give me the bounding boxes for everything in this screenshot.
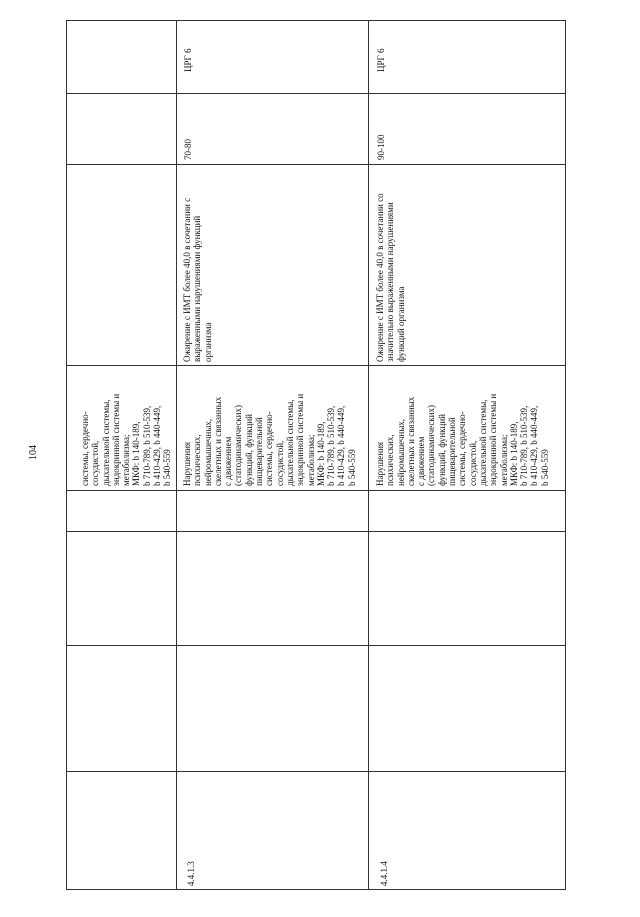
text-line: b 410-429, b 440-449, bbox=[529, 405, 540, 486]
table-border-top bbox=[66, 20, 566, 21]
text-line: b 540-559 bbox=[346, 449, 357, 486]
text-line: с движением bbox=[416, 436, 427, 486]
text-line: нейромышечных, bbox=[395, 418, 406, 486]
percent-cell: 90-100 bbox=[376, 134, 386, 160]
text-line: b 540-559 bbox=[162, 449, 173, 486]
page-number: 104 bbox=[28, 445, 39, 460]
text-line: МКФ: b 140-189, bbox=[131, 421, 142, 486]
classification-table bbox=[66, 20, 566, 890]
column-divider bbox=[66, 531, 566, 532]
text-line: (статодинамических) bbox=[426, 405, 437, 486]
continuation-impairment-cell bbox=[80, 366, 173, 486]
text-line: Ожирение с ИМТ более 40,0 в сочетании с bbox=[182, 197, 192, 362]
text-line: пищеварительной bbox=[254, 417, 265, 486]
text-line: психических, bbox=[192, 434, 203, 486]
text-line: сосудистой, bbox=[90, 440, 101, 486]
text-line: нейромышечных, bbox=[202, 418, 213, 486]
text-line: функций, функций bbox=[243, 414, 254, 486]
text-line: метаболизма; bbox=[305, 434, 316, 486]
text-line: b 410-429, b 440-449, bbox=[152, 405, 163, 486]
description-cell bbox=[182, 166, 213, 362]
row-number: 4.4.1.3 bbox=[186, 861, 196, 886]
text-line: эндокринной системы и bbox=[488, 393, 499, 486]
column-divider bbox=[66, 93, 566, 94]
text-line: значительно выраженными нарушениями bbox=[385, 202, 396, 362]
text-line: организма bbox=[202, 322, 213, 362]
category-cell: ЦРГ 6 bbox=[183, 48, 193, 72]
text-line: метаболизма; bbox=[121, 434, 132, 486]
text-line: b 710-789, b 510-539, bbox=[326, 405, 337, 486]
text-line: b 410-429, b 440-449, bbox=[336, 405, 347, 486]
text-line: b 710-789, b 510-539, bbox=[519, 405, 530, 486]
row-number: 4.4.1.4 bbox=[379, 861, 389, 886]
text-line: сосудистой, bbox=[274, 440, 285, 486]
text-line: дыхательной системы, bbox=[284, 399, 295, 486]
text-line: метаболизма; bbox=[498, 434, 509, 486]
text-line: b 710-789, b 510-539, bbox=[141, 405, 152, 486]
text-line: психических, bbox=[385, 434, 396, 486]
impairment-cell bbox=[182, 366, 357, 486]
text-line: системы, сердечно- bbox=[457, 411, 468, 486]
column-divider bbox=[66, 490, 566, 491]
text-line: эндокринной системы и bbox=[295, 393, 306, 486]
text-line: Ожирение с ИМТ более 40,0 в сочетании со bbox=[375, 193, 385, 362]
text-line: функций организма bbox=[395, 286, 406, 362]
table-border-bottom bbox=[66, 889, 566, 890]
text-line: скелетных и связанных bbox=[405, 396, 416, 486]
table-border-right bbox=[565, 20, 566, 890]
text-line: дыхательной системы, bbox=[477, 399, 488, 486]
text-line: Нарушения bbox=[375, 441, 385, 486]
percent-cell: 70-80 bbox=[183, 139, 193, 160]
text-line: МКФ: b 140-189, bbox=[315, 421, 326, 486]
text-line: пищеварительной bbox=[447, 417, 458, 486]
row-divider bbox=[176, 20, 177, 890]
row-divider bbox=[368, 20, 369, 890]
text-line: скелетных и связанных bbox=[212, 396, 223, 486]
text-line: b 540-559 bbox=[539, 449, 550, 486]
impairment-cell bbox=[375, 366, 550, 486]
column-divider bbox=[66, 645, 566, 646]
text-line: системы, сердечно- bbox=[264, 411, 275, 486]
text-line: с движением bbox=[223, 436, 234, 486]
text-line: выраженными нарушениями функций bbox=[192, 215, 203, 362]
text-line: системы, сердечно- bbox=[80, 411, 90, 486]
column-divider bbox=[66, 771, 566, 772]
category-cell: ЦРГ 6 bbox=[376, 48, 386, 72]
text-line: дыхательной системы, bbox=[100, 399, 111, 486]
table-border-left bbox=[66, 20, 67, 890]
text-line: функций, функций bbox=[436, 414, 447, 486]
text-line: (статодинамических) bbox=[233, 405, 244, 486]
text-line: Нарушения bbox=[182, 441, 192, 486]
text-line: эндокринной системы и bbox=[110, 393, 121, 486]
text-line: МКФ: b 140-189, bbox=[508, 421, 519, 486]
text-line: сосудистой, bbox=[467, 440, 478, 486]
column-divider bbox=[66, 164, 566, 165]
description-cell bbox=[375, 166, 406, 362]
